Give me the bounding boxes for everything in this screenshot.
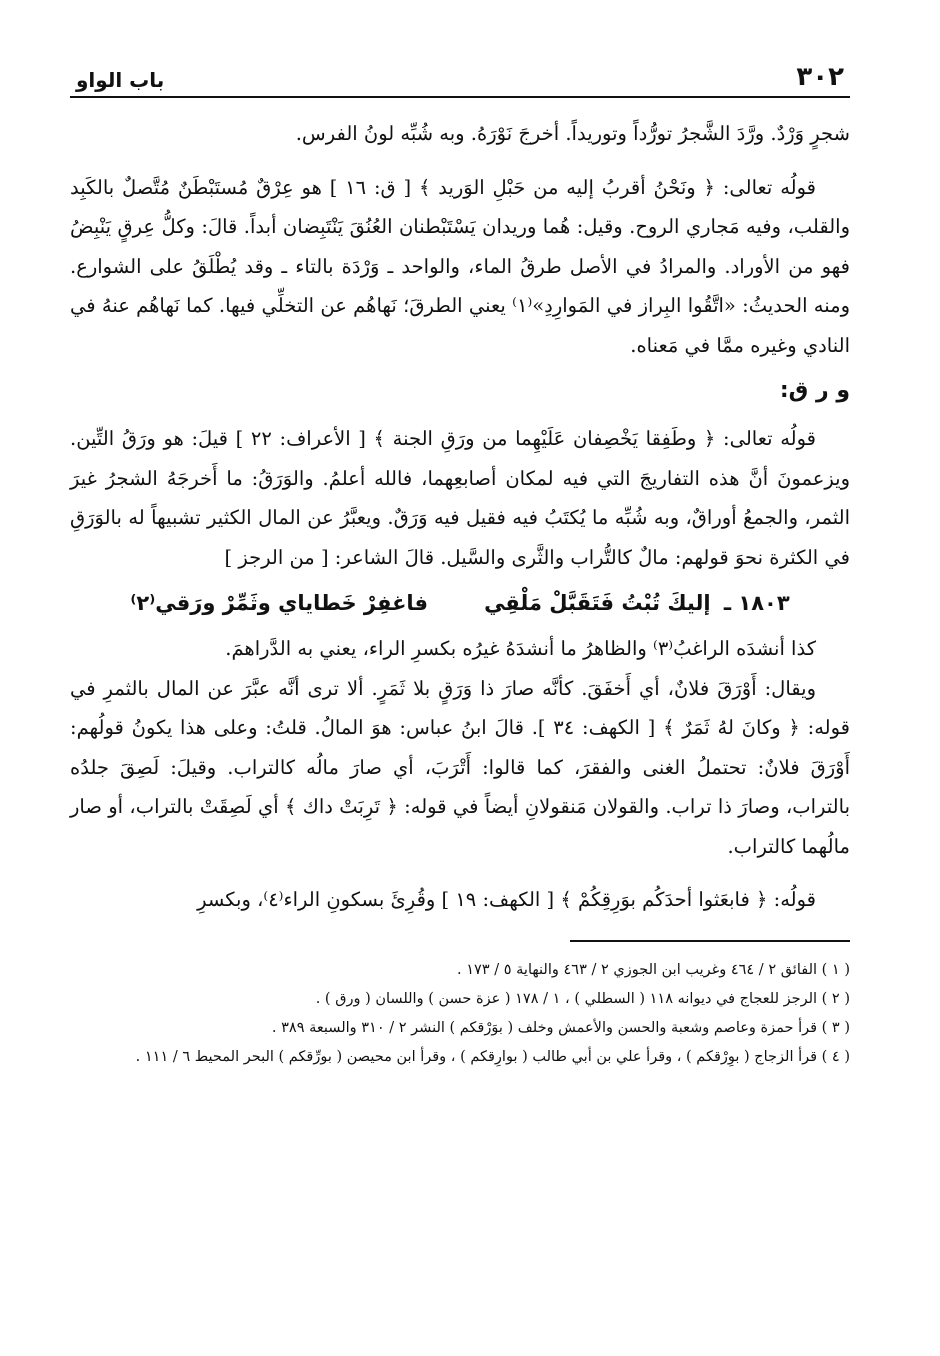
page-number: ٣٠٢ bbox=[796, 62, 844, 92]
paragraph-awraqa: ويقال: أَوْرَقَ فلانٌ، أي أَخفَقَ. كأنَّه صارَ ذا وَرَقٍ بلا ثَمَرٍ. ألا ترى أنَّه عبَّرَ عن المال بالثمرِ في قوله: ﴿ وكانَ لهُ ثَمَرٌ ﴾ [ الكهف: ٣٤ ]. قالَ ابنُ عباس: هوَ المالُ. قلتُ: وعلى هذا يكونُ قولُهم: أَوْرَقَ فلانٌ: تحتملُ الغنى والفقرَ، كما قالوا: أَتْرَبَ، أي صارَ مالُه كالتراب. وقيلَ: لَصِقَ جلدُه بالتراب، وصارَ ذا تراب. والقولان مَنقولانِ أيضاً في قوله: ﴿ تَرِبَتْ داك ﴾ أي لَصِقَتْ بالتراب، أو صار مالُهما كالتراب. bbox=[70, 676, 850, 858]
verse-number: ١٨٠٣ ـ bbox=[723, 591, 790, 615]
footnote-divider bbox=[570, 940, 850, 942]
footnote-1: ( ١ ) الفائق ٢ / ٤٦٤ وغريب ابن الجوزي ٢ / ٤٦٣ والنهاية ٥ / ١٧٣ . bbox=[457, 961, 850, 978]
paragraph-continuation: شجرٍ وَرْدٌ. ورَّدَ الشَّجرُ تورُّداً وتوريداً. أخرجَ نَوْرَهُ. وبه شُبِّه لونُ الفرس. bbox=[295, 122, 850, 145]
page-header bbox=[70, 48, 850, 98]
footnote-4: ( ٤ ) قرأ الزجاج ( بوِرْقكم ) ، وقرأ علي بن أبي طالب ( بوارِقكم ) ، وقرأ ابن محيصن ( بورِّقكم ) البحر المحيط ٦ / ١١١ . bbox=[135, 1048, 850, 1065]
paragraph-wariq: قولُه: ﴿ فابعَثوا أحدَكُم بوَرِقِكُمْ ﴾ [ الكهف: ١٩ ] وقُرِئَ بسكونِ الراء⁽٤⁾، وبكسرِ bbox=[197, 888, 816, 911]
verse-second-hemistich: فاغفِرْ خَطاياي وثَمِّرْ ورَقي⁽٢⁾ bbox=[130, 591, 429, 615]
book-page bbox=[70, 48, 850, 1072]
paragraph-wareed: قولُه تعالى: ﴿ ونَحْنُ أقربُ إليه من حَبْلِ الوَريد ﴾ [ ق: ١٦ ] هو عِرْقٌ مُستَبْطَنٌ مُتَّصلٌ بالكَبِد والقلب، وفيه مَجاري الروح. وقيل: هُما وريدان يَسْتَبْطنان العُنُقَ يَنْتَبِضان أبداً. قالَ: وكلُّ عِرقٍ يَنْبِضُ فهو من الأوراد. والمرادُ في الأصل طرقُ الماء، والواحد ـ وَرْدَة بالتاء ـ وقد يُطْلَقُ على الشوارع. ومنه الحديثُ: «اتَّقُوا البِراز في المَوارِدِ»⁽١⁾ يعني الطرقَ؛ نَهاهُم عن التخلِّي فيها. كما نَهاهُم عنهُ في النادي وغيره ممَّا في مَعناه. bbox=[70, 175, 851, 357]
entry-heading-wrq: و ر ق: bbox=[779, 378, 850, 403]
verse-first-hemistich bbox=[484, 577, 790, 629]
footnote-2: ( ٢ ) الرجز للعجاج في ديوانه ١١٨ ( السطلي ) ، ١ / ١٧٨ ( عزة حسن ) واللسان ( ورق ) . bbox=[315, 990, 850, 1007]
paragraph-gap bbox=[70, 154, 850, 168]
paragraph-gap bbox=[70, 866, 850, 880]
poetry-verse bbox=[70, 577, 850, 629]
main-text bbox=[70, 114, 850, 920]
footnote-3: ( ٣ ) قرأ حمزة وعاصم وشعبة والحسن والأعمش وخلف ( بوَرْقكم ) النشر ٢ / ٣١٠ والسبعة ٣٨٩ . bbox=[271, 1019, 850, 1036]
paragraph-raghib: كذا أنشدَه الراغبُ⁽٣⁾ والظاهرُ ما أنشدَهُ غيرُه بكسرِ الراء، يعني به الدَّراهمَ. bbox=[225, 637, 816, 660]
verse-first-hemistich-text: إليكَ تُبْتُ فَتَقَبَّلْ مَلْقِي bbox=[484, 591, 711, 615]
paragraph-waraq: قولُه تعالى: ﴿ وطَفِقا يَخْصِفان عَلَيْهِما من ورَقِ الجنة ﴾ [ الأعراف: ٢٢ ] قيلَ: هو ورَقُ التِّين. ويزعمونَ أنَّ هذه التفاريجَ التي فيه لمكان أصابعِهما، فالله أعلمُ. والوَرَقُ: ما أَخرجَهُ الشجرُ غيرَ الثمر، والجمعُ أوراقٌ، وبه شُبِّه ما يُكتَبُ فيه فقيل فيه وَرَقٌ. ويعبَّرُ عن المال الكثير تشبيهاً له بالوَرَقِ في الكثرة نحوَ قولهم: مالٌ كالتُّراب والثَّرى والسَّيل. قالَ الشاعر: [ من الرجز ] bbox=[70, 427, 850, 569]
footnotes bbox=[70, 956, 850, 1072]
chapter-title: باب الواو bbox=[76, 68, 165, 92]
